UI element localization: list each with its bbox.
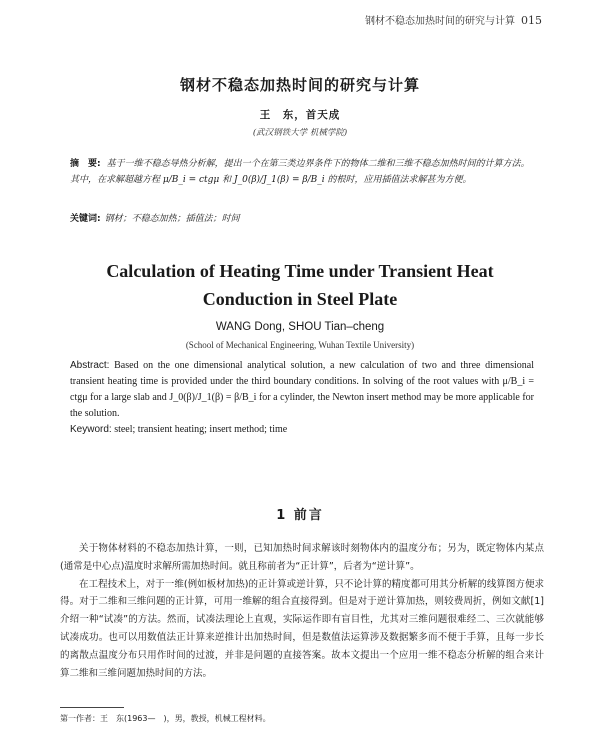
english-abstract-label: Abstract: — [70, 360, 110, 371]
chinese-abstract — [70, 156, 536, 188]
section-heading: 1 前言 — [276, 508, 324, 523]
english-keywords-text: steel; transient heating; insert method; time — [114, 424, 288, 435]
english-title — [0, 257, 600, 313]
chinese-keywords — [70, 211, 240, 224]
footnote: 第一作者：王 东(1963— )，男，教授，机械工程材料。 — [60, 714, 271, 723]
english-keywords — [70, 424, 287, 435]
page-number: 015 — [521, 14, 542, 27]
english-title-line1: Calculation of Heating Time under Transient Heat — [106, 261, 494, 281]
body-paragraph: 关于物体材料的不稳态加热计算，一则，已知加热时间求解该时刻物体内的温度分布；另为，既定物体内某点(通常是中心点)温度时求解所需加热时间。就且称前者为“正计算”，后者为“逆计算”。 — [60, 543, 544, 572]
chinese-abstract-text: 基于一维不稳态导热分析解，提出一个在第三类边界条件下的物体二维和三维不稳态加热时间的计算方法。其中，在求解超越方程 μ/B_i = ctgμ 和 J_0(β)/J_1(β) = β/B_i 的根时，应用插值法求解甚为方便。 — [70, 159, 530, 185]
chinese-keywords-label: 关键词: — [70, 214, 101, 224]
english-keywords-label: Keyword: — [70, 424, 112, 435]
body-paragraph: 在工程技术上，对于一维(例如板材加热)的正计算或逆计算，只不论计算的精度都可用其分析解的线算图方便求得。对于二维和三维问题的正计算，可用一维解的组合直接得到。但是对于逆计算加热，则较费周折，例如文献[1]介绍一种“试凑”的方法。然而，试凑法理论上直观，实际运作即有盲目性，尤其对三维问题很难经二、三次就能够试凑成功。也可以用数值法正计算来逆推计出加热时间，但是数值法运算涉及数据繁多而不便于手算，且每一步长的离散点温度分布只用作时间的过渡，并非是问题的直接答案。故本文提出一个应用一维不稳态分析解的组合来计算二维和三维问题加热时间的方法。 — [60, 578, 544, 679]
chinese-title: 钢材不稳态加热时间的研究与计算 — [179, 76, 420, 94]
english-affiliation: (School of Mechanical Engineering, Wuhan Textile University) — [185, 340, 415, 350]
body-text — [60, 540, 544, 682]
chinese-keywords-text: 钢材；不稳态加热；插值法；时间 — [104, 214, 240, 224]
english-authors: WANG Dong, SHOU Tian–cheng — [215, 321, 385, 333]
footnote-rule — [60, 707, 124, 708]
running-head-title: 钢材不稳态加热时间的研究与计算 — [365, 16, 515, 27]
chinese-authors: 王 东，首天成 — [259, 109, 341, 121]
english-abstract-text: Based on the one dimensional analytical solution, a new calculation of two and three dimensional transient heating time is provided under the third boundary conditions. In solving of the root values with μ/B_i = ctgμ for a large slab and J_0(β)/J_1(β) = β/B_i for a cylinder, the Newton insert method may be more applicable for the solution. — [70, 360, 535, 419]
english-title-line2: Conduction in Steel Plate — [202, 289, 398, 309]
chinese-abstract-label: 摘 要: — [70, 159, 101, 169]
running-head — [365, 12, 542, 27]
english-abstract — [70, 358, 534, 422]
chinese-affiliation: (武汉钢铁大学 机械学院) — [252, 128, 348, 138]
